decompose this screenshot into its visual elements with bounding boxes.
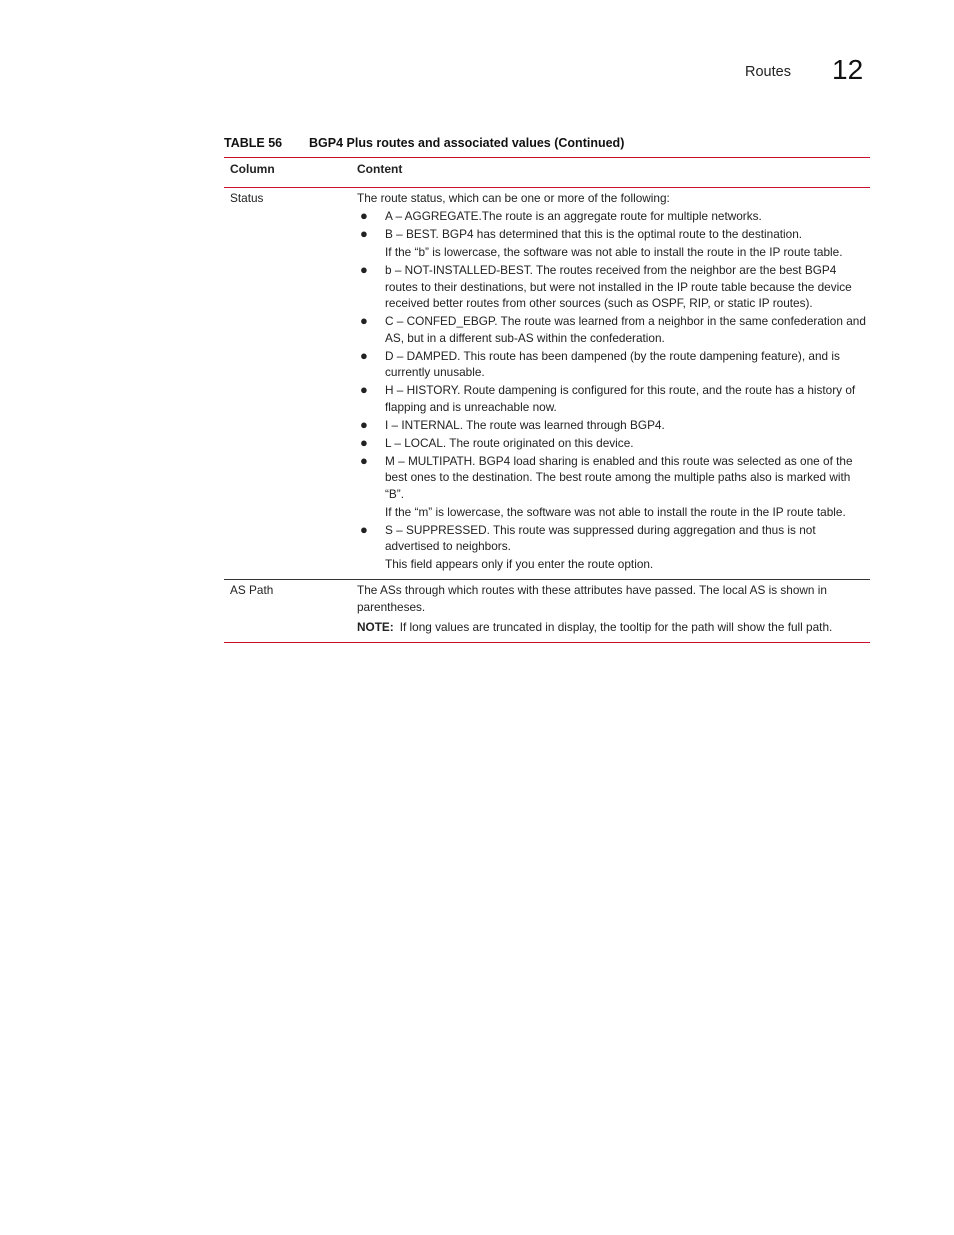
as-path-content [357, 582, 870, 636]
status-content [357, 190, 870, 574]
bullet-text: D – DAMPED. This route has been dampened (by the route dampening feature), and is currently unusable. [385, 348, 840, 379]
bullet-icon: ● [360, 382, 368, 397]
bullet-icon: ● [360, 347, 368, 363]
bullet-icon: ● [360, 434, 368, 450]
list-item [357, 522, 866, 555]
column-header-column: Column [230, 162, 275, 176]
bullet-text: H – HISTORY. Route dampening is configured for this route, and the route has a history of flapping and is unreachable now. [385, 383, 856, 414]
running-header-section: Routes [745, 64, 791, 80]
table-bottom-rule [224, 642, 870, 643]
bullet-icon: ● [360, 313, 368, 328]
as-path-text: The ASs through which routes with these attributes have passed. The local AS is shown in parentheses. [357, 583, 827, 614]
list-item [357, 208, 866, 225]
table-header-row [224, 158, 870, 187]
bullet-subtext: If the “m” is lowercase, the software was not able to install the route in the IP route table. [385, 504, 846, 519]
bullet-icon: ● [360, 262, 368, 277]
status-bullet-list [357, 208, 866, 243]
column-header-content: Content [357, 162, 403, 176]
bullet-icon: ● [360, 521, 368, 537]
table-row-as-path [224, 580, 870, 642]
status-intro: The route status, which can be one or more of the following: [357, 191, 670, 205]
bullet-subtext: This field appears only if you enter the route option. [385, 557, 654, 571]
bullet-subtext: If the “b” is lowercase, the software was not able to install the route in the IP route table. [385, 245, 843, 259]
note-text: If long values are truncated in display, the tooltip for the path will show the full path. [399, 620, 833, 634]
status-bullet-list [357, 522, 866, 555]
routes-table [224, 157, 870, 643]
list-item [357, 262, 866, 312]
bullet-text: S – SUPPRESSED. This route was suppressed during aggregation and thus is not advertised to neighbors. [385, 522, 816, 553]
table-title: BGP4 Plus routes and associated values (Continued) [309, 136, 625, 150]
status-bullet-list [357, 262, 866, 502]
bullet-icon: ● [360, 416, 368, 432]
bullet-text: B – BEST. BGP4 has determined that this is the optimal route to the destination. [385, 227, 803, 241]
list-item [357, 313, 866, 346]
list-item [357, 348, 866, 381]
bullet-icon: ● [360, 208, 368, 223]
list-item [357, 226, 866, 243]
bullet-text: M – MULTIPATH. BGP4 load sharing is enabled and this route was selected as one of the best ones to the destination. The best route among the multiple paths also is marked with “B”. [385, 453, 853, 501]
bullet-text: A – AGGREGATE.The route is an aggregate route for multiple networks. [385, 209, 762, 223]
table-row-status [224, 188, 870, 579]
table-number: TABLE 56 [224, 136, 283, 150]
list-item [357, 382, 866, 415]
list-item [357, 417, 866, 434]
chapter-number: 12 [832, 54, 864, 85]
bullet-text: C – CONFED_EBGP. The route was learned from a neighbor in the same confederation and AS, but in a different sub-AS within the confederation. [385, 314, 866, 345]
list-item [357, 453, 866, 503]
list-item [357, 435, 866, 452]
note-label: NOTE: [357, 620, 394, 634]
bullet-text: b – NOT-INSTALLED-BEST. The routes received from the neighbor are the best BGP4 routes to their destinations, but were not installed in the IP route table because the device received better routes from other sources (such as OSPF, RIP, or static IP routes). [385, 263, 852, 310]
row-label-as-path: AS Path [230, 583, 274, 597]
note [357, 619, 866, 636]
bullet-text: I – INTERNAL. The route was learned through BGP4. [385, 417, 665, 432]
bullet-icon: ● [360, 452, 368, 468]
bullet-icon: ● [360, 226, 368, 241]
table-caption [224, 136, 624, 150]
bullet-text: L – LOCAL. The route originated on this device. [385, 435, 634, 450]
row-label-status: Status [230, 191, 264, 205]
